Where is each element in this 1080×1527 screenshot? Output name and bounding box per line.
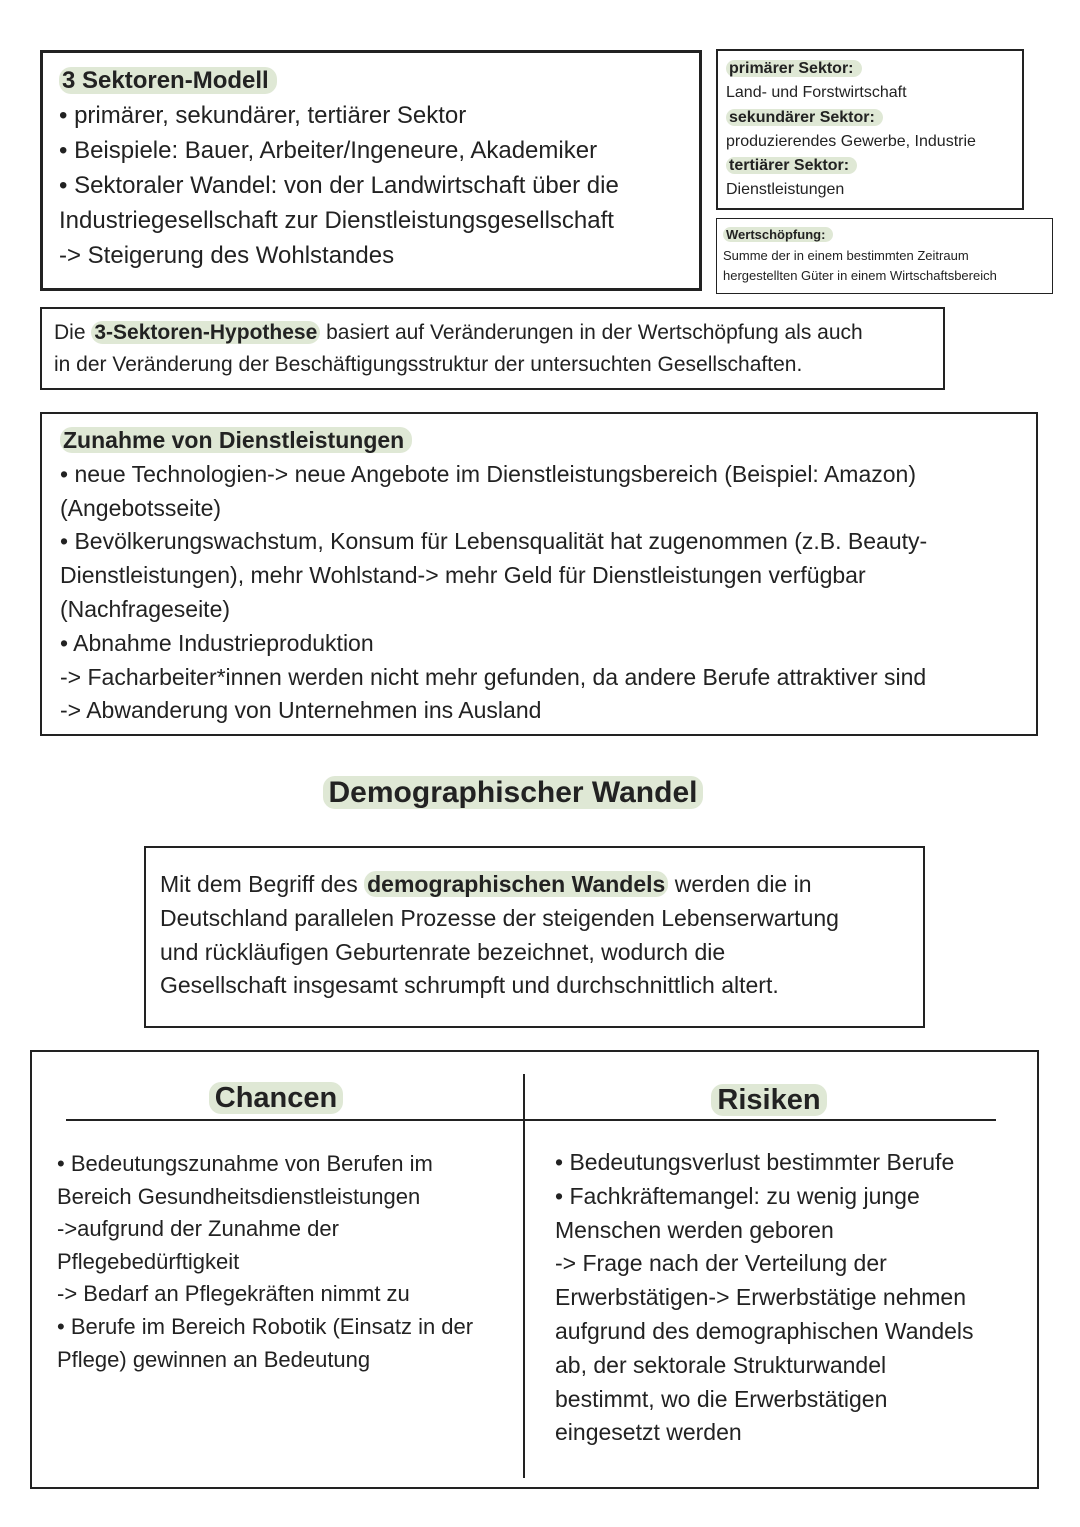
risiken-line: • Bedeutungsverlust bestimmter Berufe: [555, 1149, 955, 1175]
sektoren-modell-line: -> Steigerung des Wohlstandes: [59, 242, 395, 269]
definition-line: Deutschland parallelen Prozesse der steigenden Lebenserwartung: [160, 904, 839, 931]
risiken-underline: [524, 1119, 996, 1121]
dienstleistungen-line: -> Abwanderung von Unternehmen ins Ausland: [60, 697, 542, 724]
definition-term: demographischen Wandels: [364, 871, 668, 897]
tertiary-label: tertiärer Sektor:: [726, 157, 857, 174]
sektoren-modell-line: • primärer, sekundärer, tertiärer Sektor: [59, 102, 467, 129]
sektoren-definition-box: [716, 49, 1024, 210]
dienstleistungen-line: (Angebotsseite): [60, 494, 222, 521]
primary-label: primärer Sektor:: [726, 60, 862, 77]
sektoren-modell-title: 3 Sektoren-Modell: [59, 67, 277, 94]
wertschoepfung-line: Summe der in einem bestimmten Zeitraum: [723, 247, 969, 263]
dienstleistungen-line: • Bevölkerungswachstum, Konsum für Lebensqualität hat zugenommen (z.B. Beauty-: [60, 528, 928, 555]
hypothese-box: [40, 307, 945, 390]
risiken-list: [555, 1146, 974, 1450]
hypothese-prefix: Die: [54, 321, 92, 344]
risiken-title: Risiken: [711, 1084, 826, 1116]
risiken-line: • Fachkräftemangel: zu wenig junge: [555, 1182, 920, 1209]
wertschoepfung-line: hergestellten Güter in einem Wirtschaftsbereich: [723, 268, 997, 283]
chancen-underline: [66, 1119, 524, 1121]
risiken-line: eingesetzt werden: [555, 1419, 742, 1446]
hypothese-line-2: in der Veränderung der Beschäftigungsstruktur der untersuchten Gesellschaften.: [54, 353, 803, 376]
risiken-line: aufgrund des demographischen Wandels: [555, 1317, 974, 1344]
chancen-line: Pflegebedürftigkeit: [57, 1248, 240, 1274]
sektoren-modell-line: • Sektoraler Wandel: von der Landwirtschaft über die: [59, 172, 619, 199]
definition-line: Gesellschaft insgesamt schrumpft und durchschnittlich altert.: [160, 972, 779, 999]
risiken-line: bestimmt, wo die Erwerbstätigen: [555, 1385, 888, 1412]
risiken-line: ab, der sektorale Strukturwandel: [555, 1351, 887, 1378]
dienstleistungen-title: Zunahme von Dienstleistungen: [60, 427, 412, 453]
chancen-line: ->aufgrund der Zunahme der: [57, 1216, 339, 1242]
risiken-line: -> Frage nach der Verteilung der: [555, 1250, 887, 1277]
demographie-heading: Demographischer Wandel: [0, 776, 1026, 810]
chancen-risiken-box: [30, 1050, 1039, 1489]
secondary-text: produzierendes Gewerbe, Industrie: [726, 132, 976, 150]
chancen-line: • Bedeutungszunahme von Berufen im: [57, 1151, 433, 1176]
dienstleistungen-line: (Nachfrageseite): [60, 595, 231, 622]
dienstleistungen-line: -> Facharbeiter*innen werden nicht mehr gefunden, da andere Berufe attraktiver sind: [60, 663, 927, 690]
dienstleistungen-line: Dienstleistungen), mehr Wohlstand-> mehr Geld für Dienstleistungen verfügbar: [60, 562, 866, 589]
dienstleistungen-line: • Abnahme Industrieproduktion: [60, 629, 374, 656]
definition-line: und rückläufigen Geburtenrate bezeichnet, wodurch die: [160, 938, 726, 965]
definition-text: werden die in: [668, 871, 812, 897]
primary-text: Land- und Forstwirtschaft: [726, 84, 907, 102]
wertschoepfung-label: Wertschöpfung:: [723, 227, 833, 242]
secondary-label: sekundärer Sektor:: [726, 109, 883, 126]
sektoren-modell-line: Industriegesellschaft zur Dienstleistungsgesellschaft: [59, 207, 614, 234]
chancen-line: Bereich Gesundheitsdienstleistungen: [57, 1183, 421, 1209]
chancen-list: [57, 1148, 473, 1376]
chancen-title: Chancen: [209, 1082, 343, 1114]
chancen-line: Pflege) gewinnen an Bedeutung: [57, 1346, 371, 1372]
risiken-line: Erwerbstätigen-> Erwerbstätige nehmen: [555, 1284, 967, 1311]
tertiary-text: Dienstleistungen: [726, 181, 845, 199]
sektoren-modell-box: [40, 50, 702, 291]
chancen-line: -> Bedarf an Pflegekräften nimmt zu: [57, 1281, 410, 1307]
wertschoepfung-box: [716, 218, 1053, 294]
definition-prefix: Mit dem Begriff des: [160, 871, 365, 897]
dienstleistungen-line: • neue Technologien-> neue Angebote im Dienstleistungsbereich (Beispiel: Amazon): [60, 460, 916, 487]
hypothese-text: basiert auf Veränderungen in der Wertschöpfung als auch: [320, 321, 863, 344]
chancen-line: • Berufe im Bereich Robotik (Einsatz in der: [57, 1313, 474, 1339]
hypothese-term: 3-Sektoren-Hypothese: [91, 321, 320, 344]
sektoren-modell-line: • Beispiele: Bauer, Arbeiter/Ingeneure, Akademiker: [59, 137, 598, 164]
risiken-line: Menschen werden geboren: [555, 1216, 834, 1243]
dienstleistungen-box: [40, 412, 1038, 736]
demographie-definition-box: [144, 846, 925, 1028]
column-divider: [523, 1074, 525, 1478]
